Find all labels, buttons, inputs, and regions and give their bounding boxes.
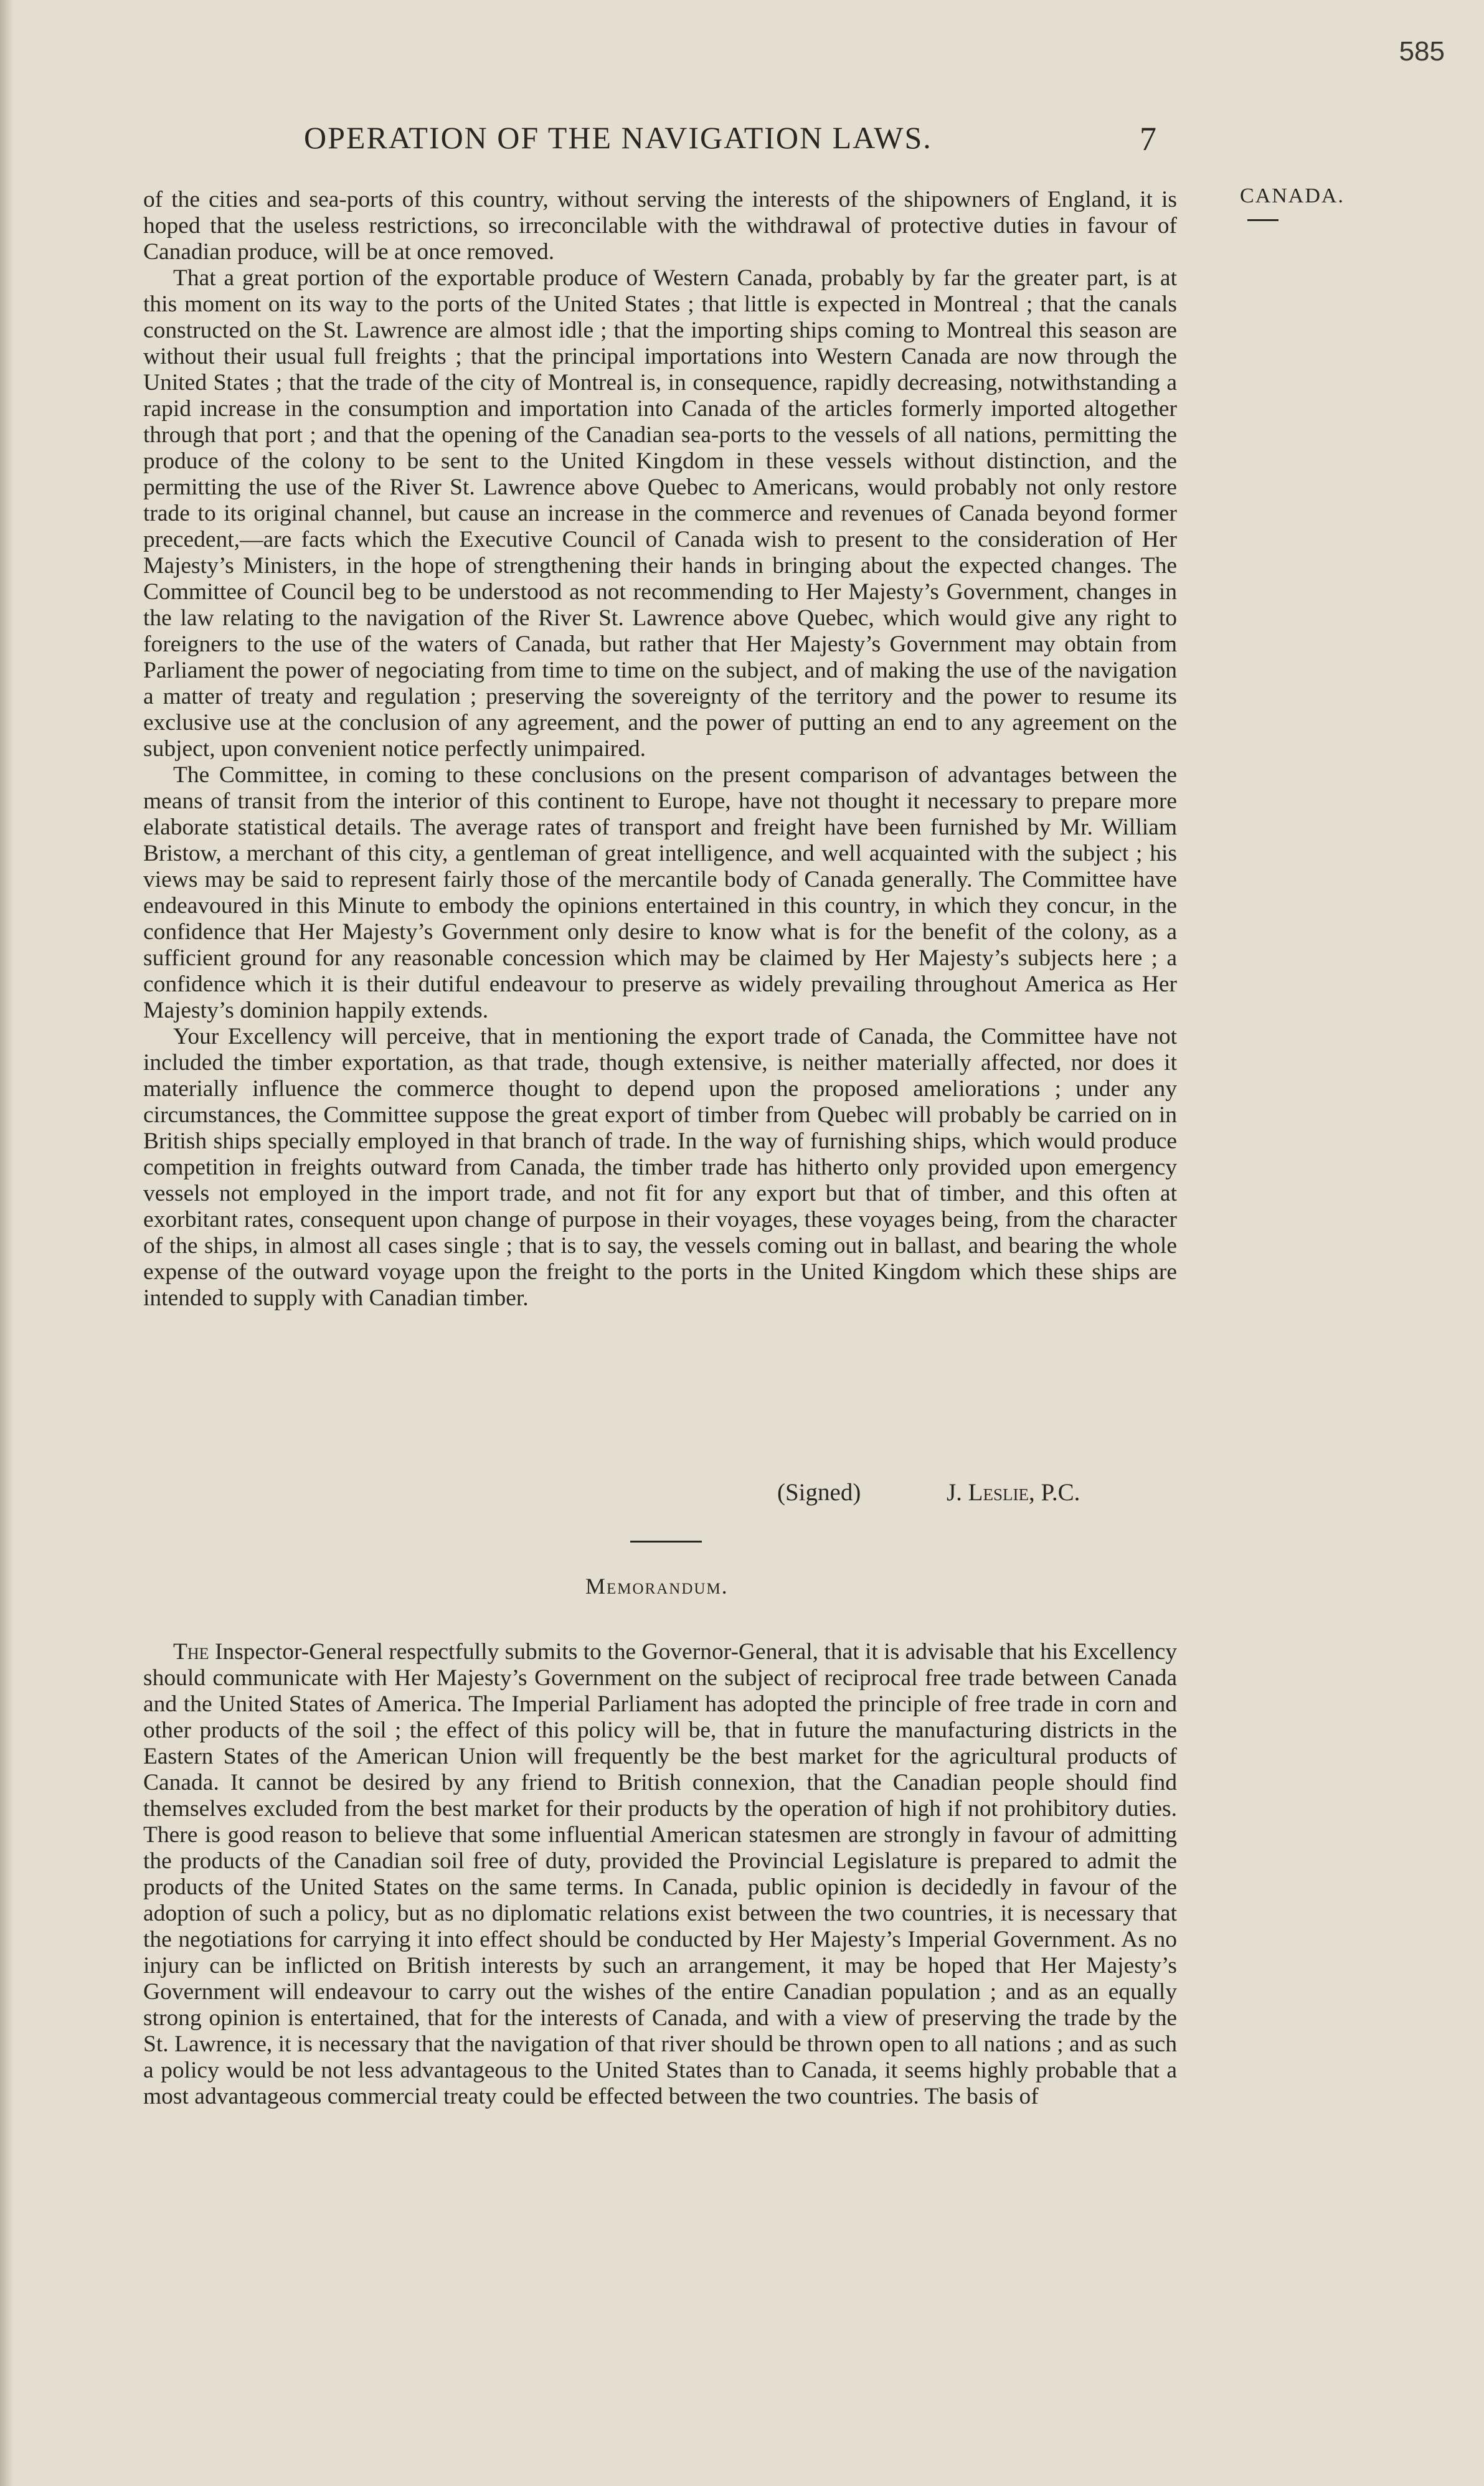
paragraph (143, 1639, 1177, 2110)
signature-line (777, 1478, 1213, 1510)
page-edge (0, 0, 14, 2486)
memorandum-body: Inspector-General respectfully submits to the Governor-General, that it is advisable that his Excellency should communicate with Her Majesty’s Government on the subject of reciprocal free trade between Canada and the United States of America. The Imperial Parliament has adopted the principle of free trade in corn and other products of the soil ; the effect of this policy will be, that in future the manufacturing districts in the Eastern States of the American Union will frequently be the best market for the agricultural products of Canada. It cannot be desired by any friend to British connexion, that the Canadian people should find themselves excluded from the best market for their products by the operation of high if not prohibitory duties. There is good reason to believe that some influential American statesmen are strongly in favour of admitting the products of the Canadian soil free of duty, provided the Provincial Legislature is prepared to admit the products of the United States on the same terms. In Canada, public opinion is decidedly in favour of the adoption of such a policy, but as no diplomatic relations exist between the two countries, it is necessary that the negotiations for carrying it into effect should be conducted by Her Majesty’s Imperial Government. As no injury can be inflicted on British interests by such an arrangement, it may be hoped that Her Majesty’s Government will endeavour to carry out the wishes of the entire Canadian population ; and as an equally strong opinion is entertained, that for the interests of Canada, and with a view of preserving the trade by the St. Lawrence, it is necessary that the navigation of that river should be thrown open to all nations ; and as such a policy would be not less advantageous to the United States than to Canada, it seems highly probable that a most advantageous commercial treaty could be effected between the two countries. The basis of (143, 1639, 1177, 2109)
archive-page-number: 585 (1399, 36, 1445, 67)
lead-word: The (173, 1639, 209, 1665)
margin-rule (1247, 219, 1278, 221)
paragraph: That a great portion of the exportable produce of Western Canada, probably by far the greater part, is at this moment on its way to the ports of the United States ; that little is expected in Montreal ; that the canals constructed on the St. Lawrence are almost idle ; that the importing ships coming to Montreal this season are without their usual full freights ; that the principal importations into Western Canada are now through the United States ; that the trade of the city of Montreal is, in consequence, rapidly decreasing, notwithstanding a rapid increase in the consumption and importation into Canada of the articles formerly imported altogether through that port ; and that the opening of the Canadian sea-ports to the vessels of all nations, permitting the produce of the colony to be sent to the United Kingdom in these vessels without distinction, and the permitting the use of the River St. Lawrence above Quebec to Americans, would probably not only restore trade to its original channel, but cause an increase in the commerce and revenues of Canada beyond former precedent,—are facts which the Executive Council of Canada wish to present to the consideration of Her Majesty’s Ministers, in the hope of strengthening their hands in bringing about the expected changes. The Committee of Council beg to be understood as not recommending to Her Majesty’s Government, changes in the law relating to the navigation of the River St. Lawrence above Quebec, which would give any right to foreigners to the use of the waters of Canada, but rather that Her Majesty’s Government may obtain from Parliament the power of negociating from time to time on the subject, and of making the use of the navigation a matter of treaty and regulation ; preserving the sovereignty of the territory and the power to resume its exclusive use at the conclusion of any agreement, and the power of putting an end to any agreement on the subject, upon convenient notice perfectly unimpaired. (143, 265, 1177, 762)
minute-text (143, 187, 1177, 1312)
memorandum-heading: Memorandum. (585, 1574, 729, 1599)
running-title: OPERATION OF THE NAVIGATION LAWS. (304, 120, 932, 155)
signer-name: J. Leslie, P.C. (947, 1479, 1080, 1506)
memorandum-text (143, 1639, 1177, 2110)
running-head (143, 120, 1189, 163)
paragraph: Your Excellency will perceive, that in mentioning the export trade of Canada, the Committee have not included the timber exportation, as that trade, though extensive, is neither materially affected, nor does it materially influence the commerce thought to depend upon the proposed ameliorations ; under any circumstances, the Committee suppose the great export of timber from Quebec will probably be carried on in British ships specially employed in that branch of trade. In the way of furnishing ships, which would produce competition in freights outward from Canada, the timber trade has hitherto only provided upon emergency vessels not employed in the import trade, and not fit for any export but that of timber, and this often at exorbitant rates, consequent upon change of purpose in their voyages, these voyages being, from the character of the ships, in almost all cases single ; that is to say, the vessels coming out in ballast, and bearing the whole expense of the outward voyage upon the freight to the ports in the United Kingdom which these ships are intended to supply with Canadian timber. (143, 1024, 1177, 1311)
paragraph: of the cities and sea-ports of this country, without serving the interests of the shipowners of England, it is hoped that the useless restrictions, so irreconcilable with the withdrawal of protective duties in favour of Canadian produce, will be at once removed. (143, 187, 1177, 265)
margin-note: CANADA. (1240, 184, 1345, 207)
section-divider (630, 1541, 702, 1543)
paragraph: The Committee, in coming to these conclusions on the present comparison of advantages between the means of transit from the interior of this continent to Europe, have not thought it necessary to prepare more elaborate statistical details. The average rates of transport and freight have been furnished by Mr. William Bristow, a merchant of this city, a gentleman of great intelligence, and well acquainted with the subject ; his views may be said to represent fairly those of the mercantile body of Canada generally. The Committee have endeavoured in this Minute to embody the opinions entertained in this country, in which they concur, in the confidence that Her Majesty’s Government only desire to know what is for the benefit of the colony, as a sufficient ground for any reasonable concession which may be claimed by Her Majesty’s subjects here ; a confidence which it is their dutiful endeavour to preserve as widely prevailing throughout America as Her Majesty’s dominion happily extends. (143, 762, 1177, 1023)
page-number: 7 (1140, 120, 1156, 158)
signed-label: (Signed) (777, 1479, 861, 1506)
